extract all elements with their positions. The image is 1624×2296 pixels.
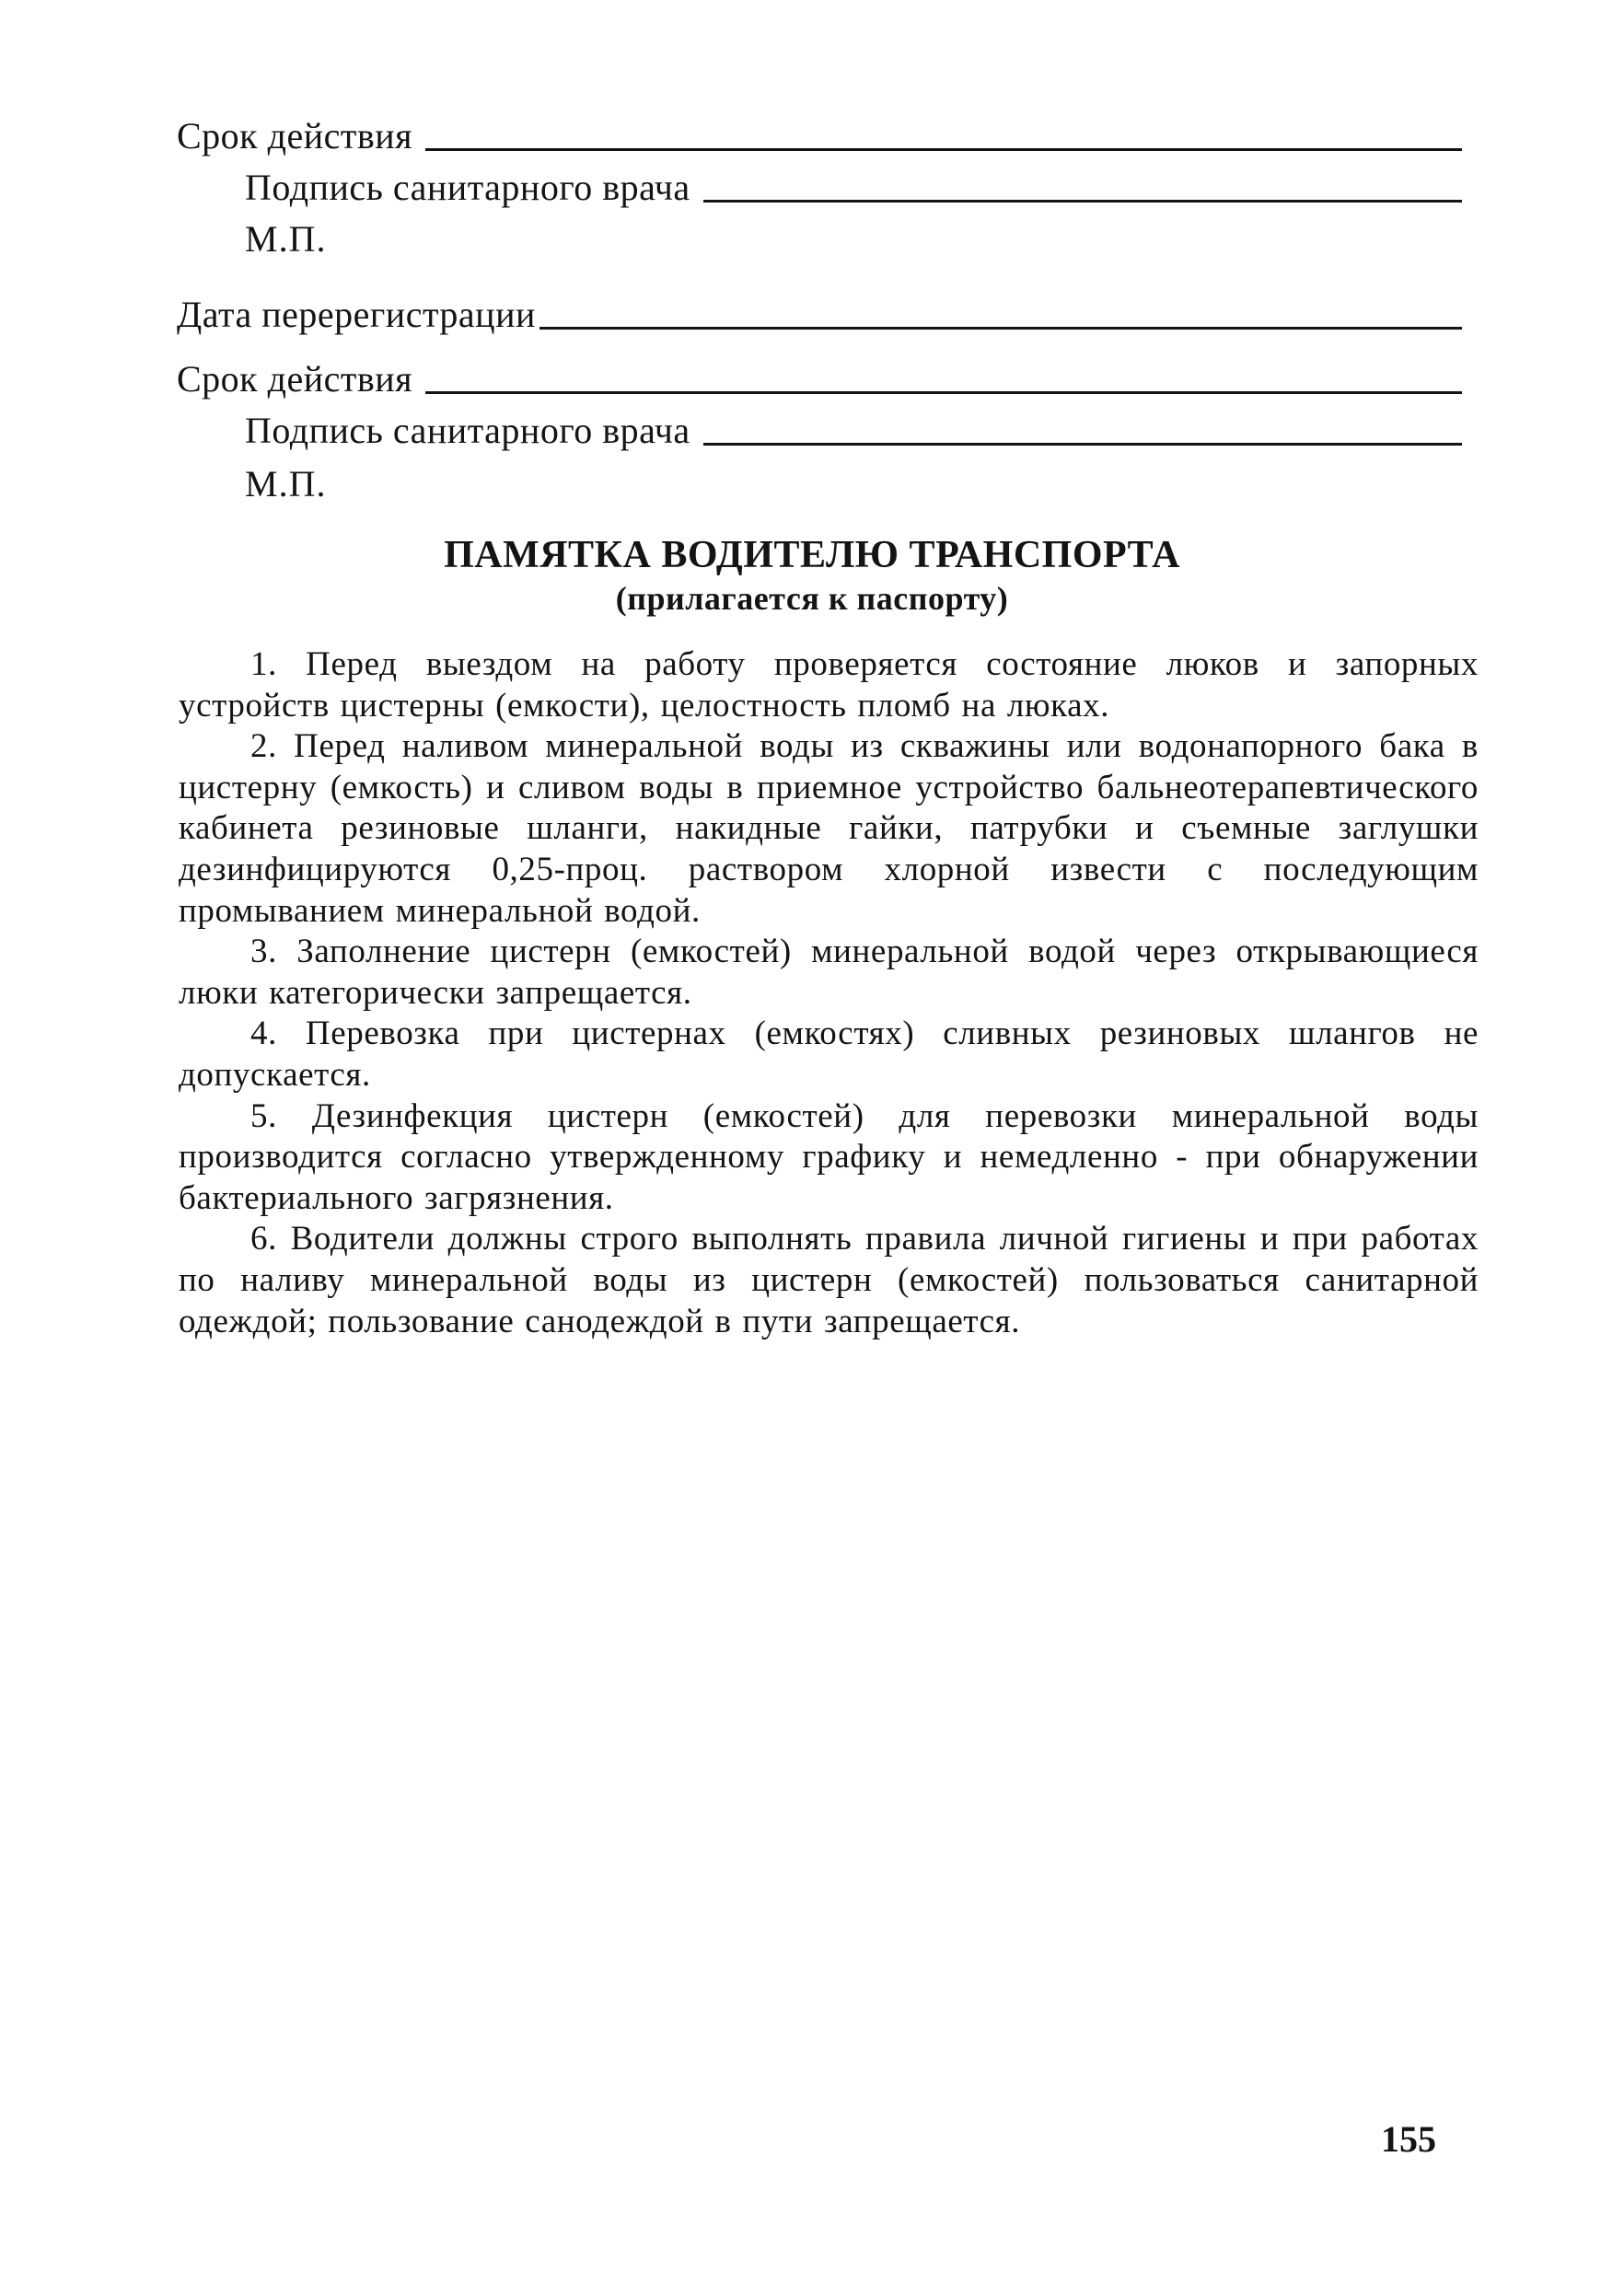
memo-item: 2. Перед наливом минеральной воды из скважины или водонапорного бака в цистерну (емкость) и сливом воды в приемное устройство бальнеотерапевтического кабинета резиновые шланги, накидные гайки, патрубки и съемные заглушки дезинфицируются 0,25-проц. раствором хлорной извести с последующим промыванием минеральной водой. xyxy=(179,727,1479,930)
reregistration-date-field[interactable] xyxy=(177,293,1462,337)
signature-blank-line[interactable] xyxy=(703,443,1462,446)
memo-item: 3. Заполнение цистерн (емкостей) минеральной водой через открывающиеся люки категорически запрещается. xyxy=(179,933,1479,1012)
validity-blank-line[interactable] xyxy=(425,148,1462,151)
memo-body xyxy=(179,644,1479,1342)
reregistration-date-blank-line[interactable] xyxy=(539,327,1462,330)
reregistration-date-label: Дата перерегистрации xyxy=(177,294,536,335)
page-number: 155 xyxy=(1381,2118,1436,2160)
memo-item: 5. Дезинфекция цистерн (емкостей) для перевозки минеральной воды производится согласно утвержденному графику и немедленно - при обнаружении бактериального загрязнения. xyxy=(179,1096,1479,1217)
stamp-place-2: М.П. xyxy=(245,463,327,504)
stamp-place-1: М.П. xyxy=(245,218,327,260)
memo-item: 6. Водители должны строго выполнять правила личной гигиены и при работах по наливу минеральной воды из цистерн (емкостей) пользоваться санитарной одеждой; пользование санодеждой в пути запрещается. xyxy=(179,1220,1479,1340)
validity-field-1[interactable] xyxy=(177,114,1462,158)
signature-label: Подпись санитарного врача xyxy=(245,167,690,208)
memo-subtitle: (прилагается к паспорту) xyxy=(615,580,1009,617)
sanitary-doctor-signature-field-2[interactable] xyxy=(245,409,1462,453)
memo-title: ПАМЯТКА ВОДИТЕЛЮ ТРАНСПОРТА xyxy=(444,534,1180,576)
validity-label: Срок действия xyxy=(177,115,413,157)
memo-item: 4. Перевозка при цистернах (емкостях) сливных резиновых шлангов не допускается. xyxy=(179,1015,1479,1094)
validity-field-2[interactable] xyxy=(177,357,1462,401)
signature-blank-line[interactable] xyxy=(703,200,1462,203)
signature-label: Подпись санитарного врача xyxy=(245,410,690,451)
sanitary-doctor-signature-field-1[interactable] xyxy=(245,166,1462,210)
validity-label: Срок действия xyxy=(177,358,413,400)
memo-item: 1. Перед выездом на работу проверяется состояние люков и запорных устройств цистерны (емкости), целостность пломб на люках. xyxy=(179,645,1479,725)
validity-blank-line[interactable] xyxy=(425,391,1462,394)
